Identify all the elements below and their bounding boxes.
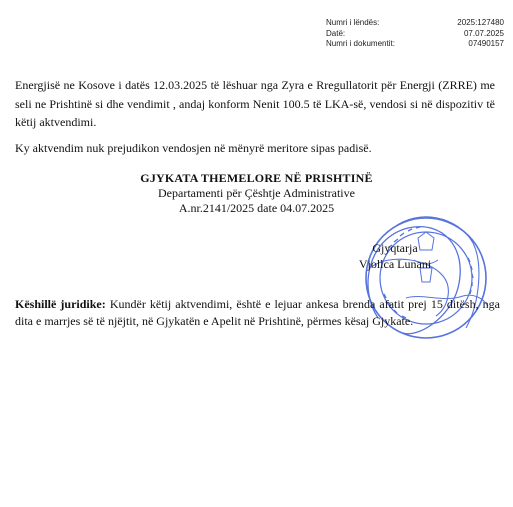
judge-signature-block xyxy=(355,241,435,272)
decision-paragraph: Energjisë ne Kosove i datës 12.03.2025 të lëshuar nga Zyra e Rregullatorit për Energji (ZRRE) me seli ne Prishtinë si dhe vendimit , andaj konform Nenit 100.5 të LKA-së, vendosi si në dispozitiv të këtij aktvendimi. xyxy=(15,78,495,129)
document-number-row xyxy=(326,39,504,50)
case-reference: A.nr.2141/2025 date 04.07.2025 xyxy=(178,201,335,215)
judge-title: Gjyqtarja xyxy=(372,241,418,255)
legal-advice-text: Kundër këtij aktvendimi, është e lejuar ankesa brenda afatit prej 15 ditësh, nga dita e marrjes së të njëjtit, në Gjykatën e Apelit në Prishtinë, përmes kësaj Gjykate. xyxy=(15,297,500,328)
case-number-row xyxy=(326,18,504,29)
document-number-label: Numri i dokumentit: xyxy=(326,39,395,48)
document-metadata xyxy=(326,18,504,50)
legal-advice-label: Këshillë juridike: xyxy=(15,297,106,311)
court-seal-icon xyxy=(348,198,498,368)
judge-name: Vjollca Lunani xyxy=(358,256,432,271)
document-number-value: 07490157 xyxy=(468,39,504,48)
date-label: Datë: xyxy=(326,28,346,38)
case-number-label: Numri i lëndës: xyxy=(326,18,380,27)
prejudice-notice: Ky aktvendim nuk prejudikon vendosjen në mënyrë meritore sipas padisë. xyxy=(15,141,372,155)
legal-advice xyxy=(15,296,500,330)
date-value: 07.07.2025 xyxy=(463,28,504,38)
court-name: GJYKATA THEMELORE NË PRISHTINË xyxy=(140,171,373,185)
case-number-value: 2025:127480 xyxy=(457,18,504,27)
court-department: Departamenti për Çështje Administrative xyxy=(158,186,355,200)
date-row xyxy=(326,29,504,40)
